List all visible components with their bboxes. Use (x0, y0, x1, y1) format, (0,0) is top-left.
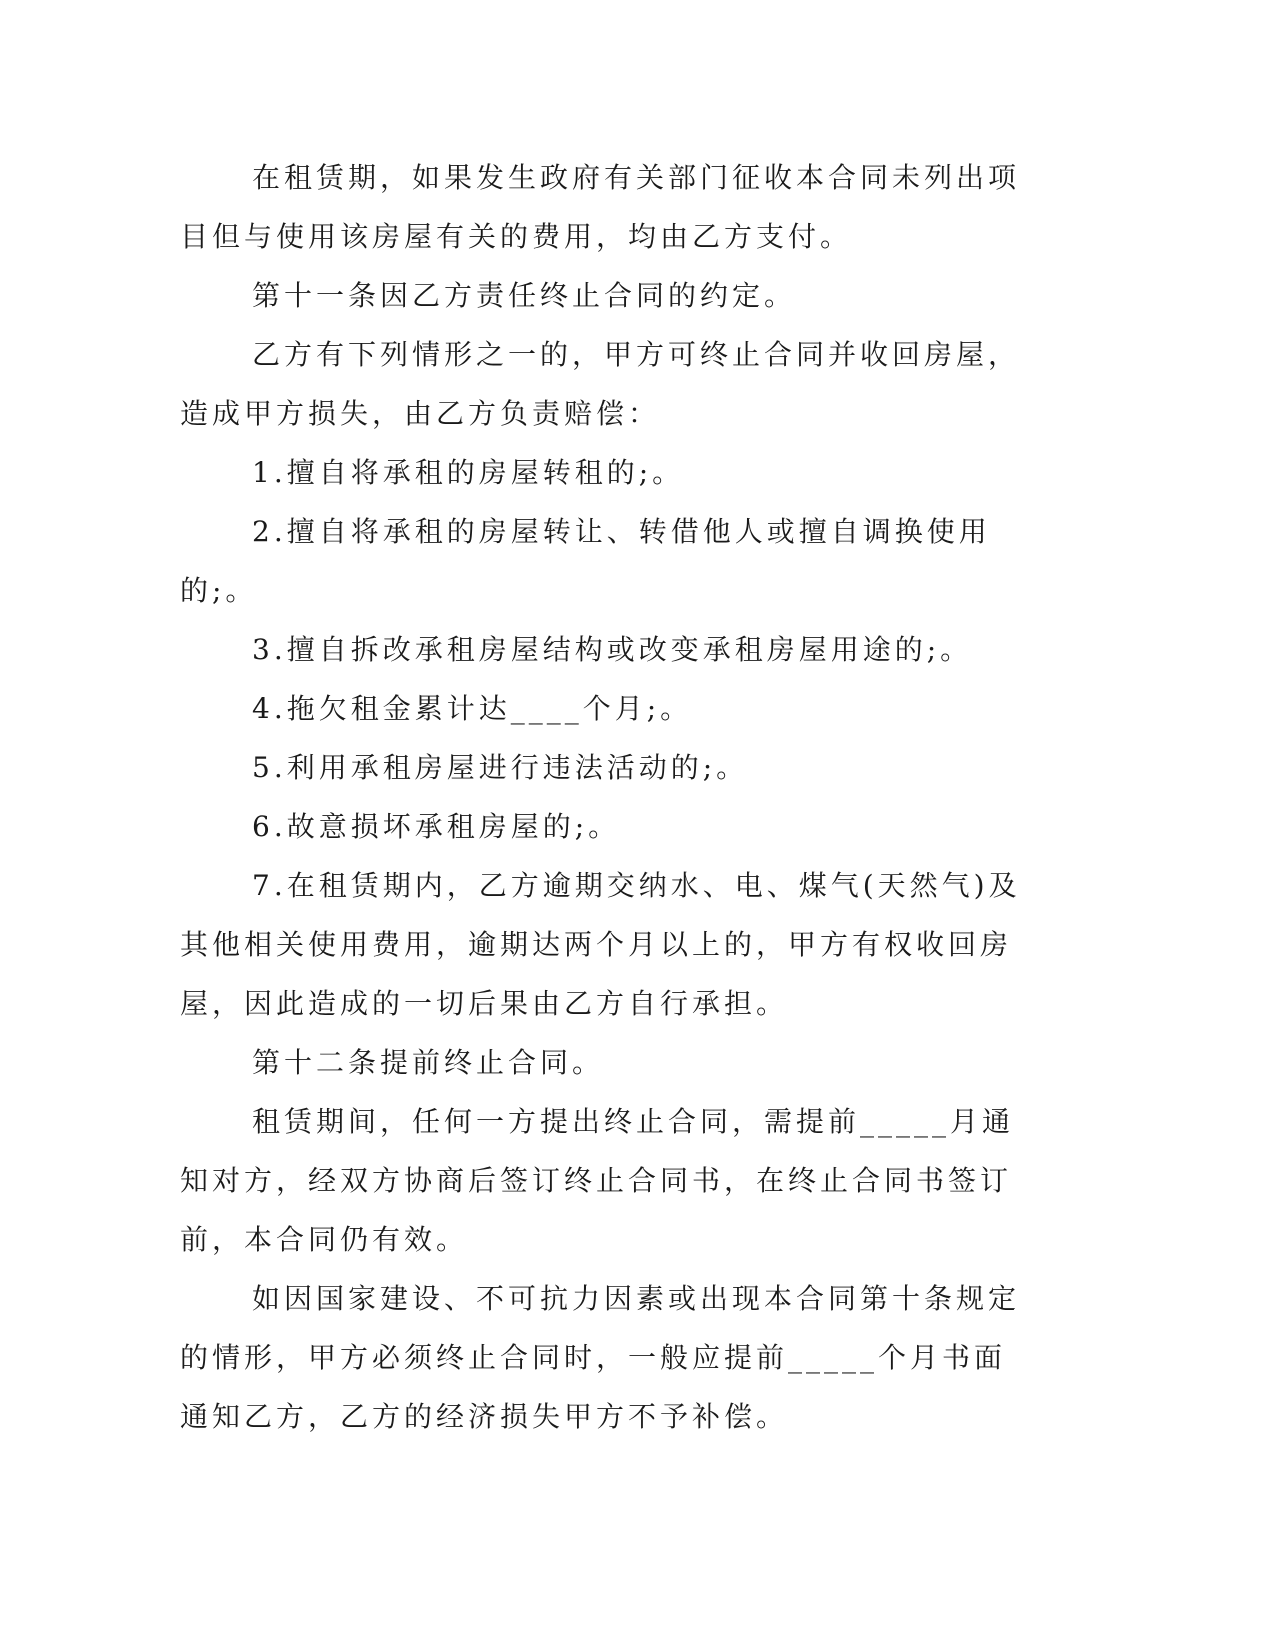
list-item-7: 7.在租赁期内，乙方逾期交纳水、电、煤气(天然气)及其他相关使用费用，逾期达两个月以上的，甲方有权收回房屋，因此造成的一切后果由乙方自行承担。 (180, 869, 1021, 1020)
list-item-1: 1.擅自将承租的房屋转租的;。 (252, 456, 685, 489)
paragraph-government-fees: 在租赁期，如果发生政府有关部门征收本合同未列出项目但与使用该房屋有关的费用，均由乙方支付。 (180, 161, 1021, 253)
paragraph-termination-conditions: 乙方有下列情形之一的，甲方可终止合同并收回房屋，造成甲方损失，由乙方负责赔偿： (180, 338, 1021, 430)
clause-12-heading: 第十二条提前终止合同。 (252, 1046, 605, 1079)
list-item-6: 6.故意损坏承租房屋的;。 (252, 810, 621, 843)
list-item-3: 3.擅自拆改承租房屋结构或改变承租房屋用途的;。 (252, 633, 973, 666)
list-item-4: 4.拖欠租金累计达____个月;。 (252, 692, 693, 725)
clause-11-heading: 第十一条因乙方责任终止合同的约定。 (252, 279, 797, 312)
paragraph-force-majeure: 如因国家建设、不可抗力因素或出现本合同第十条规定的情形，甲方必须终止合同时，一般应提前_____个月书面通知乙方，乙方的经济损失甲方不予补偿。 (180, 1282, 1021, 1433)
list-item-5: 5.利用承租房屋进行违法活动的;。 (252, 751, 749, 784)
list-item-2: 2.擅自将承租的房屋转让、转借他人或擅自调换使用的;。 (180, 515, 991, 607)
document-body (180, 148, 1030, 1446)
paragraph-early-termination-notice: 租赁期间，任何一方提出终止合同，需提前_____月通知对方，经双方协商后签订终止合同书，在终止合同书签订前，本合同仍有效。 (180, 1105, 1015, 1256)
